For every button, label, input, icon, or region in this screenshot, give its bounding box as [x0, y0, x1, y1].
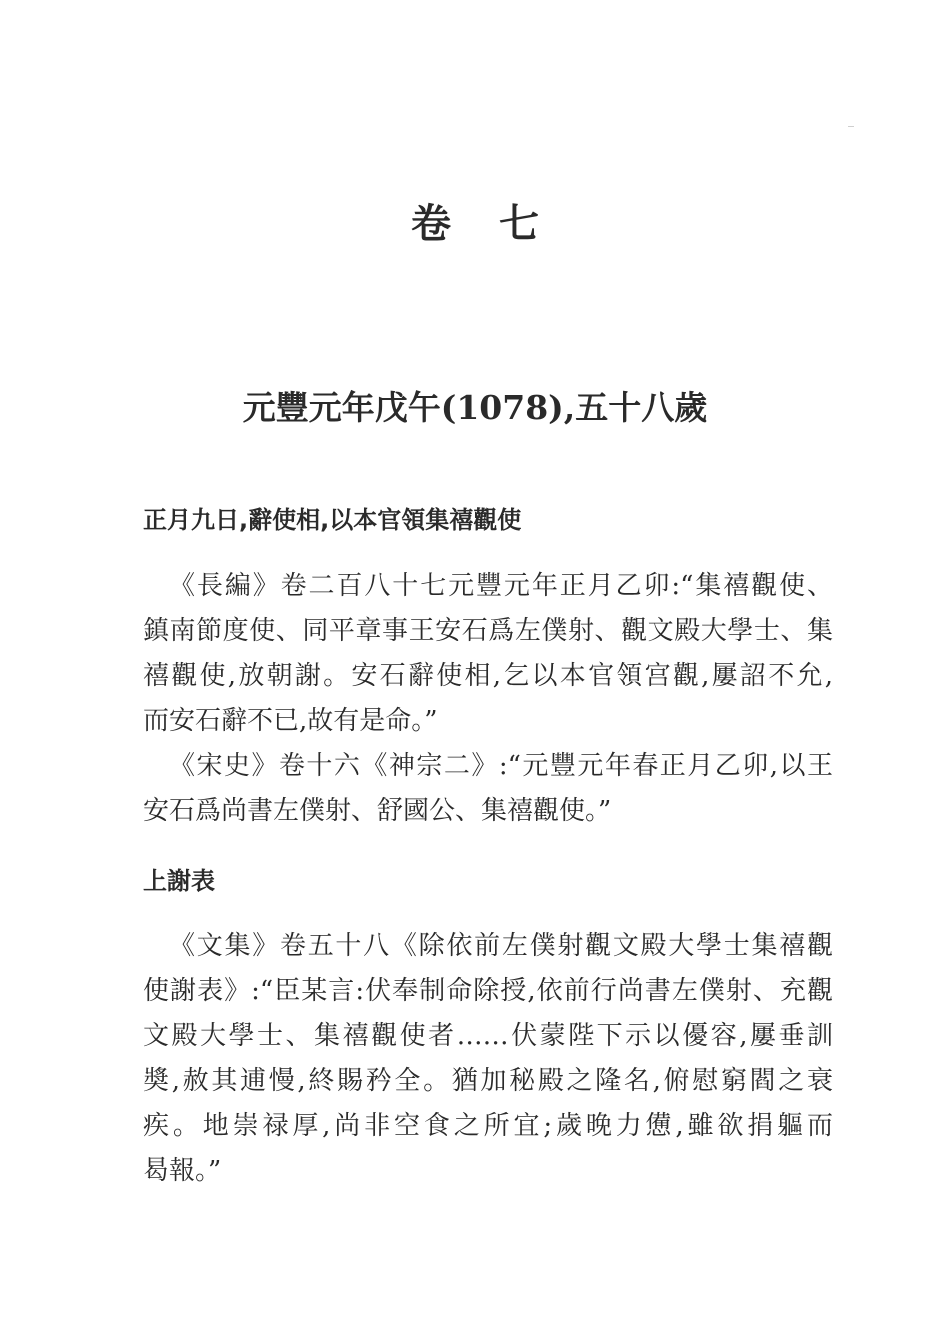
year-heading: 元豐元年戊午(1078),五十八歲: [242, 388, 708, 427]
text-line: 疾。地崇禄厚,尚非空食之所宜;歲晚力憊,雖欲捐軀而: [143, 1111, 833, 1141]
text-line: 禧觀使,放朝謝。安石辭使相,乞以本官領宫觀,屢詔不允,: [143, 661, 833, 691]
section-heading-resign: 正月九日,辭使相,以本官領集禧觀使: [143, 506, 522, 534]
page-corner-mark: [848, 126, 854, 127]
text-line: 曷報。”: [143, 1156, 222, 1186]
text-line: 奬,赦其逋慢,終賜矜全。猶加秘殿之隆名,俯慰窮閻之衰: [143, 1066, 833, 1096]
text-line: 鎮南節度使、同平章事王安石爲左僕射、觀文殿大學士、集: [143, 616, 833, 646]
text-line: 《宋史》卷十六《神宗二》:“元豐元年春正月乙卯,以王: [169, 751, 833, 781]
text-line: 《文集》卷五十八《除依前左僕射觀文殿大學士集禧觀: [169, 931, 833, 961]
paragraph-changbian: [143, 564, 833, 744]
text-line: 《長編》卷二百八十七元豐元年正月乙卯:“集禧觀使、: [169, 571, 833, 601]
volume-title: 卷七: [411, 200, 587, 247]
text-line: 安石爲尚書左僕射、舒國公、集禧觀使。”: [143, 796, 612, 826]
paragraph-wenji: [143, 924, 833, 1194]
section-heading-thanks-memorial: 上謝表: [143, 867, 215, 895]
text-line: 使謝表》:“臣某言:伏奉制命除授,依前行尚書左僕射、充觀: [143, 976, 833, 1006]
text-line: 而安石辭不已,故有是命。”: [143, 706, 438, 736]
text-line: 文殿大學士、集禧觀使者……伏蒙陛下示以優容,屢垂訓: [143, 1021, 833, 1051]
paragraph-songshi: [143, 744, 833, 834]
